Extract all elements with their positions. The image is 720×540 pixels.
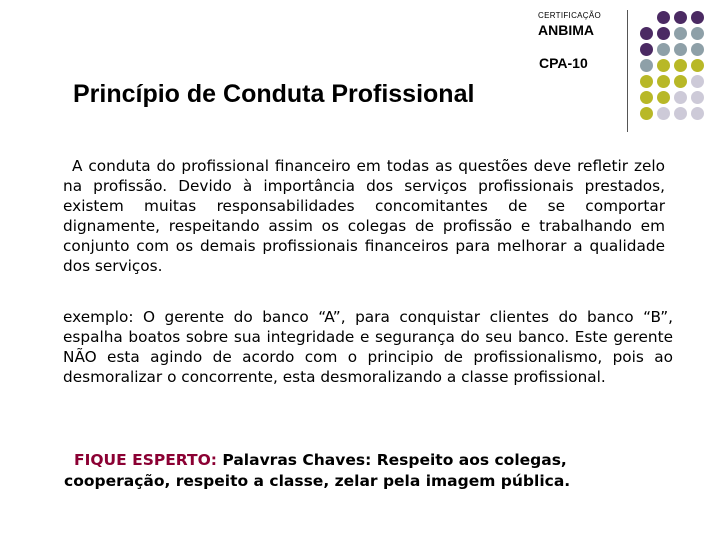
decorative-dot	[657, 59, 670, 72]
decorative-dot	[674, 59, 687, 72]
certification-label: CERTIFICAÇÃO	[538, 11, 602, 20]
decorative-dot	[657, 43, 670, 56]
decorative-dot	[674, 91, 687, 104]
decorative-dot	[691, 27, 704, 40]
tip-text: Palavras Chaves: Respeito aos colegas, cooperação, respeito a classe, zelar pela imagem pública.	[64, 451, 571, 490]
exam-code: CPA-10	[539, 55, 588, 71]
decorative-dot	[640, 27, 653, 40]
principle-paragraph: A conduta do profissional financeiro em todas as questões deve refletir zelo na profissão. Devido à importância dos serviços profissionais prestados, existem muitas responsabilidades concomitantes de se comportar dignamente, respeitando assim os colegas de profissão e trabalhando em conjunto com os demais profissionais financeiros para melhorar a qualidade dos serviços.	[63, 157, 665, 275]
decorative-dot	[640, 59, 653, 72]
decorative-dot	[657, 11, 670, 24]
slide-title: Princípio de Conduta Profissional	[73, 80, 475, 108]
decorative-dot	[674, 11, 687, 24]
decorative-dot	[674, 27, 687, 40]
decorative-dot	[691, 43, 704, 56]
decorative-dot	[640, 91, 653, 104]
decorative-dot-grid	[640, 11, 720, 131]
decorative-dot	[640, 75, 653, 88]
brand-name: ANBIMA	[538, 22, 594, 38]
decorative-dot	[640, 43, 653, 56]
example-paragraph: exemplo: O gerente do banco “A”, para conquistar clientes do banco “B”, espalha boatos sobre sua integridade e segurança do seu banco. Este gerente NÃO esta agindo de acordo com o principio de profissionalismo, pois ao desmoralizar o concorrente, esta desmoralizando a classe profissional.	[63, 308, 673, 386]
decorative-dot	[691, 107, 704, 120]
decorative-dot	[657, 27, 670, 40]
decorative-dot	[674, 75, 687, 88]
decorative-dot	[691, 59, 704, 72]
decorative-dot	[657, 75, 670, 88]
tip-box	[64, 450, 664, 492]
decorative-dot	[691, 91, 704, 104]
header-divider	[627, 10, 628, 132]
decorative-dot	[691, 11, 704, 24]
decorative-dot	[657, 91, 670, 104]
decorative-dot	[657, 107, 670, 120]
decorative-dot	[640, 107, 653, 120]
decorative-dot	[691, 75, 704, 88]
decorative-dot	[674, 43, 687, 56]
decorative-dot	[674, 107, 687, 120]
tip-label: FIQUE ESPERTO:	[74, 451, 217, 469]
